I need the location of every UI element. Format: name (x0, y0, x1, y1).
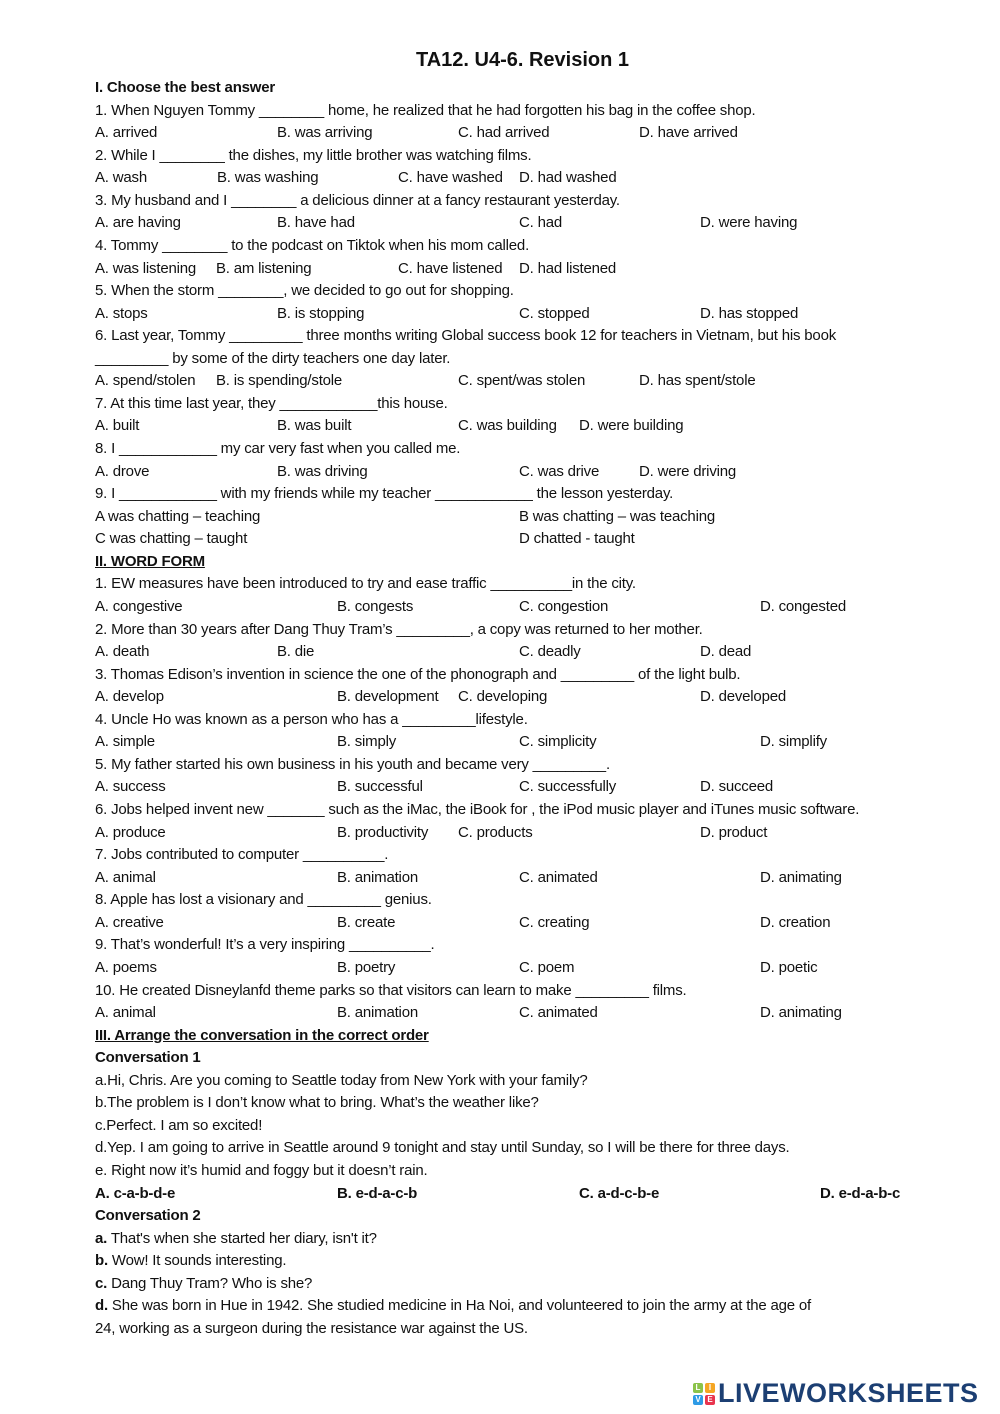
option-d: D. poetic (760, 958, 818, 976)
line-letter: a. (95, 1229, 108, 1247)
option-d: D. has stopped (700, 304, 799, 322)
option-d: D. were driving (639, 462, 737, 480)
line-text: That's when she started her diary, isn't it? (107, 1229, 377, 1247)
conversation-line (95, 1160, 975, 1183)
question-text (95, 573, 975, 596)
conversation-line (95, 1273, 975, 1296)
option-d: D. dead (700, 643, 752, 661)
question-text: 2. More than 30 years after Dang Thuy Tram’s _________, a copy was returned to her mother. (95, 620, 703, 638)
option-row (95, 258, 975, 281)
question-text: 10. He created Disneylanfd theme parks so that visitors can learn to make _________ films. (95, 981, 687, 999)
option-a: A. stops (95, 304, 148, 322)
option-d: D. were having (700, 214, 798, 232)
option-c: C. congestion (519, 597, 609, 615)
conversation-line: b.The problem is I don’t know what to bring. What’s the weather like? (95, 1094, 539, 1112)
conversation-line (95, 1318, 975, 1341)
question-text: 4. Uncle Ho was known as a person who has a _________lifestyle. (95, 710, 528, 728)
option-a: A. develop (95, 688, 164, 706)
option-a: A. produce (95, 823, 166, 841)
option-row (95, 167, 975, 190)
option-a: A. built (95, 417, 140, 435)
option-row (95, 776, 975, 799)
question-text: _________ by some of the dirty teachers one day later. (95, 349, 451, 367)
option-row (95, 370, 975, 393)
option-b: B was chatting – was teaching (519, 507, 715, 525)
option-a: A. spend/stolen (95, 372, 196, 390)
question-text: 8. I ____________ my car very fast when you called me. (95, 440, 461, 457)
answer-option-a: A. c-a-b-d-e (95, 1184, 176, 1202)
logo-square-v: V (693, 1395, 703, 1405)
conversation-title (95, 1205, 975, 1228)
question-text (95, 619, 975, 642)
option-b: B. productivity (337, 823, 429, 841)
conversation-line: d.Yep. I am going to arrive in Seattle around 9 tonight and stay until Sunday, so I will be there for three days. (95, 1139, 790, 1157)
logo-text: LIVEWORKSHEETS (718, 1378, 979, 1408)
option-row (95, 506, 975, 529)
option-c: C. have washed (398, 169, 503, 187)
answer-option-b: B. e-d-a-c-b (337, 1184, 418, 1202)
option-row (95, 1002, 975, 1025)
conversation-line: a.Hi, Chris. Are you coming to Seattle today from New York with your family? (95, 1071, 588, 1089)
option-a: A. animal (95, 868, 156, 886)
option-c: C. simplicity (519, 733, 597, 751)
question-text (95, 438, 975, 461)
option-row (95, 686, 975, 709)
question-text: 1. When Nguyen Tommy ________ home, he realized that he had forgotten his bag in the coffee shop. (95, 101, 756, 119)
option-row (95, 596, 975, 619)
answer-option-d: D. e-d-a-b-c (820, 1184, 901, 1202)
option-row (95, 212, 975, 235)
conversation-line (95, 1295, 975, 1318)
option-a: A. was listening (95, 259, 197, 277)
answer-row (95, 1183, 975, 1206)
question-text (95, 709, 975, 732)
option-c: C was chatting – taught (95, 530, 248, 548)
option-c: C. was building (458, 417, 557, 435)
option-b: B. was built (277, 417, 352, 435)
option-b: B. was driving (277, 462, 368, 480)
line-text: She was born in Hue in 1942. She studied medicine in Ha Noi, and volunteered to join the army at the age of (107, 1297, 811, 1315)
option-d: D. product (700, 823, 768, 841)
option-b: B. create (337, 913, 396, 931)
option-d: D. were building (579, 417, 684, 435)
option-row (95, 528, 975, 551)
option-c: C. deadly (519, 643, 581, 661)
question-text (95, 664, 975, 687)
question-text: 4. Tommy ________ to the podcast on Tiktok when his mom called. (95, 236, 530, 254)
line-letter: b. (95, 1252, 108, 1270)
option-row (95, 641, 975, 664)
question-text (95, 799, 975, 822)
question-text (95, 280, 975, 303)
question-text (95, 348, 975, 371)
option-b: B. was arriving (277, 124, 373, 142)
section-heading: I. Choose the best answer (95, 79, 276, 96)
question-text: 6. Last year, Tommy _________ three months writing Global success book 12 for teachers in Vietnam, but his book (95, 327, 837, 345)
option-b: B. development (337, 688, 439, 706)
section-heading: III. Arrange the conversation in the correct order (95, 1026, 429, 1044)
option-a: A. death (95, 643, 150, 661)
option-d: D chatted - taught (519, 530, 635, 548)
question-text (95, 483, 975, 506)
section-heading: II. WORD FORM (95, 552, 205, 570)
question-text: 3. Thomas Edison’s invention in science the one of the phonograph and _________ of the light bulb. (95, 665, 741, 683)
question-text: 9. That’s wonderful! It’s a very inspiring __________. (95, 936, 435, 954)
conversation-line (95, 1228, 975, 1251)
option-d: D. animating (760, 1004, 842, 1022)
question-text: 6. Jobs helped invent new _______ such as the iMac, the iBook for , the iPod music player and iTunes music software. (95, 801, 860, 818)
question-text (95, 754, 975, 777)
conversation-line (95, 1137, 975, 1160)
option-a: A. are having (95, 214, 181, 232)
option-d: D. had listened (519, 259, 617, 277)
question-text: 9. I ____________ with my friends while my teacher ____________ the lesson yesterday. (95, 485, 674, 503)
option-d: D. have arrived (639, 124, 738, 142)
question-text (95, 934, 975, 957)
option-a: A. poems (95, 958, 157, 976)
conversation-line: e. Right now it’s humid and foggy but it doesn’t rain. (95, 1162, 428, 1179)
question-text (95, 889, 975, 912)
question-text: 7. At this time last year, they ____________this house. (95, 394, 448, 412)
question-text: 8. Apple has lost a visionary and _________ genius. (95, 891, 432, 909)
conversation-title (95, 1047, 975, 1070)
question-text: 5. My father started his own business in his youth and became very _________. (95, 755, 610, 773)
option-c: C. had (519, 214, 562, 232)
option-b: B. was washing (217, 169, 319, 187)
option-c: C. spent/was stolen (458, 372, 586, 390)
option-c: C. was drive (519, 462, 600, 480)
logo-square-i: I (705, 1383, 715, 1393)
option-c: C. creating (519, 913, 590, 931)
option-a: A. success (95, 778, 166, 796)
question-text (95, 325, 975, 348)
conversation-line (95, 1070, 975, 1093)
option-d: D. developed (700, 688, 786, 706)
question-text (95, 844, 975, 867)
conversation-line: c.Perfect. I am so excited! (95, 1116, 263, 1134)
option-b: B. have had (277, 214, 355, 232)
line-letter: c. (95, 1274, 108, 1292)
conversation-title: Conversation 2 (95, 1207, 201, 1225)
option-b: B. die (277, 643, 315, 661)
option-row (95, 957, 975, 980)
option-b: B. animation (337, 868, 418, 886)
option-c: C. animated (519, 1004, 598, 1022)
line-text: Dang Thuy Tram? Who is she? (107, 1274, 313, 1292)
question-text (95, 100, 975, 123)
liveworksheets-logo (692, 1378, 979, 1409)
question-text: 7. Jobs contributed to computer __________. (95, 846, 389, 864)
logo-square-l: L (693, 1383, 703, 1393)
option-c: C. successfully (519, 778, 617, 796)
question-text (95, 393, 975, 416)
option-a: A. congestive (95, 597, 183, 615)
option-d: D. had washed (519, 169, 617, 187)
option-c: C. developing (458, 688, 548, 706)
conversation-line (95, 1250, 975, 1273)
section-heading (95, 1025, 975, 1048)
line-text: Wow! It sounds interesting. (107, 1252, 287, 1270)
option-row (95, 822, 975, 845)
option-c: C. products (458, 823, 533, 841)
option-d: D. animating (760, 868, 842, 886)
conversation-title: Conversation 1 (95, 1049, 201, 1067)
option-a: A. creative (95, 913, 164, 931)
option-d: D. simplify (760, 733, 827, 751)
question-text: 2. While I ________ the dishes, my little brother was watching films. (95, 146, 532, 164)
logo-square-e: E (705, 1395, 715, 1405)
option-b: B. is spending/stole (216, 372, 343, 390)
option-c: C. stopped (519, 304, 590, 322)
option-d: D. creation (760, 913, 831, 931)
option-c: C. poem (519, 958, 575, 976)
question-text (95, 145, 975, 168)
line-letter: d. (95, 1297, 108, 1315)
option-b: B. is stopping (277, 304, 365, 322)
question-text: 3. My husband and I ________ a delicious dinner at a fancy restaurant yesterday. (95, 191, 620, 209)
question-text (95, 980, 975, 1003)
question-text (95, 190, 975, 213)
option-row (95, 912, 975, 935)
option-row (95, 461, 975, 484)
option-b: B. simply (337, 733, 397, 751)
option-b: B. am listening (216, 259, 312, 277)
option-a: A. wash (95, 169, 147, 187)
question-text: 5. When the storm ________, we decided to go out for shopping. (95, 282, 514, 300)
section-heading (95, 77, 975, 100)
line-text: 24, working as a surgeon during the resistance war against the US. (95, 1319, 528, 1337)
section-heading (95, 551, 975, 574)
option-b: B. congests (337, 597, 414, 615)
option-a: A. animal (95, 1004, 156, 1022)
option-row (95, 731, 975, 754)
option-d: D. congested (760, 597, 846, 615)
answer-option-c: C. a-d-c-b-e (579, 1184, 660, 1202)
option-row (95, 303, 975, 326)
option-b: B. successful (337, 778, 423, 796)
option-row (95, 415, 975, 438)
option-d: D. succeed (700, 778, 774, 796)
option-row (95, 122, 975, 145)
option-c: C. have listened (398, 259, 503, 277)
logo-squares-icon (692, 1382, 716, 1406)
option-b: B. poetry (337, 958, 396, 976)
option-a: A. arrived (95, 124, 158, 142)
option-c: C. had arrived (458, 124, 550, 142)
conversation-line (95, 1115, 975, 1138)
option-d: D. has spent/stole (639, 372, 756, 390)
worksheet-content (95, 77, 975, 1341)
option-c: C. animated (519, 868, 598, 886)
worksheet-title: TA12. U4-6. Revision 1 (415, 49, 630, 71)
question-text: 1. EW measures have been introduced to try and ease traffic __________in the city. (95, 575, 636, 593)
option-row (95, 867, 975, 890)
option-a: A was chatting – teaching (95, 507, 261, 525)
conversation-line (95, 1092, 975, 1115)
question-text (95, 235, 975, 258)
option-a: A. simple (95, 733, 155, 751)
option-a: A. drove (95, 462, 150, 480)
option-b: B. animation (337, 1004, 418, 1022)
